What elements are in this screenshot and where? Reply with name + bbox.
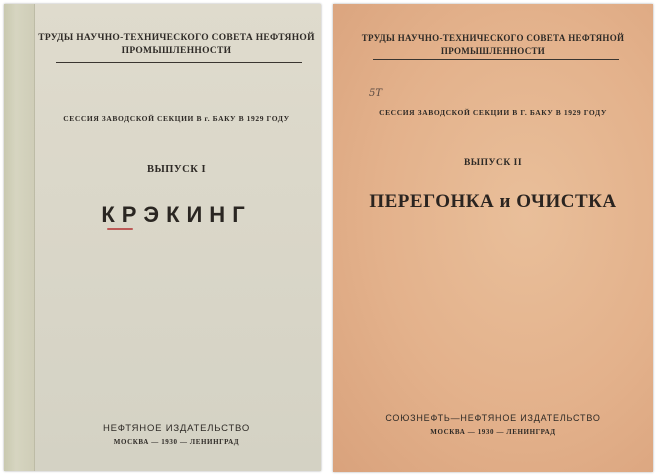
cover-spine <box>4 4 35 471</box>
series-title: ТРУДЫ НАУЧНО-ТЕХНИЧЕСКОГО СОВЕТА НЕФТЯНОЙ ПРОМЫШЛЕННОСТИ <box>361 33 625 56</box>
publisher: НЕФТЯНОЕ ИЗДАТЕЛЬСТВО <box>102 423 251 434</box>
book-cover-peregonka <box>333 4 653 472</box>
issue-number: ВЫПУСК II <box>463 158 523 168</box>
handwritten-note: 5Т <box>369 88 383 99</box>
session-line: СЕССИЯ ЗАВОДСКОЙ СЕКЦИИ В Г. БАКУ В 1929 ГОДУ <box>379 108 607 117</box>
book-title: КРЭКИНГ <box>101 202 252 227</box>
issue-number: ВЫПУСК I <box>146 164 207 175</box>
red-pencil-mark <box>107 228 133 230</box>
divider-rule <box>56 62 302 63</box>
divider-rule <box>373 59 619 60</box>
series-title: ТРУДЫ НАУЧНО-ТЕХНИЧЕСКОГО СОВЕТА НЕФТЯНОЙ ПРОМЫШЛЕННОСТИ <box>38 33 315 56</box>
city-year: МОСКВА — 1930 — ЛЕНИНГРАД <box>430 428 556 436</box>
city-year: МОСКВА — 1930 — ЛЕНИНГРАД <box>113 438 240 446</box>
book-title: ПЕРЕГОНКА и ОЧИСТКА <box>369 191 617 212</box>
book-cover-krekking <box>4 4 321 471</box>
session-line: СЕССИЯ ЗАВОДСКОЙ СЕКЦИИ В г. БАКУ В 1929 ГОДУ <box>63 114 290 123</box>
publisher: СОЮЗНЕФТЬ—НЕФТЯНОЕ ИЗДАТЕЛЬСТВО <box>385 413 601 423</box>
